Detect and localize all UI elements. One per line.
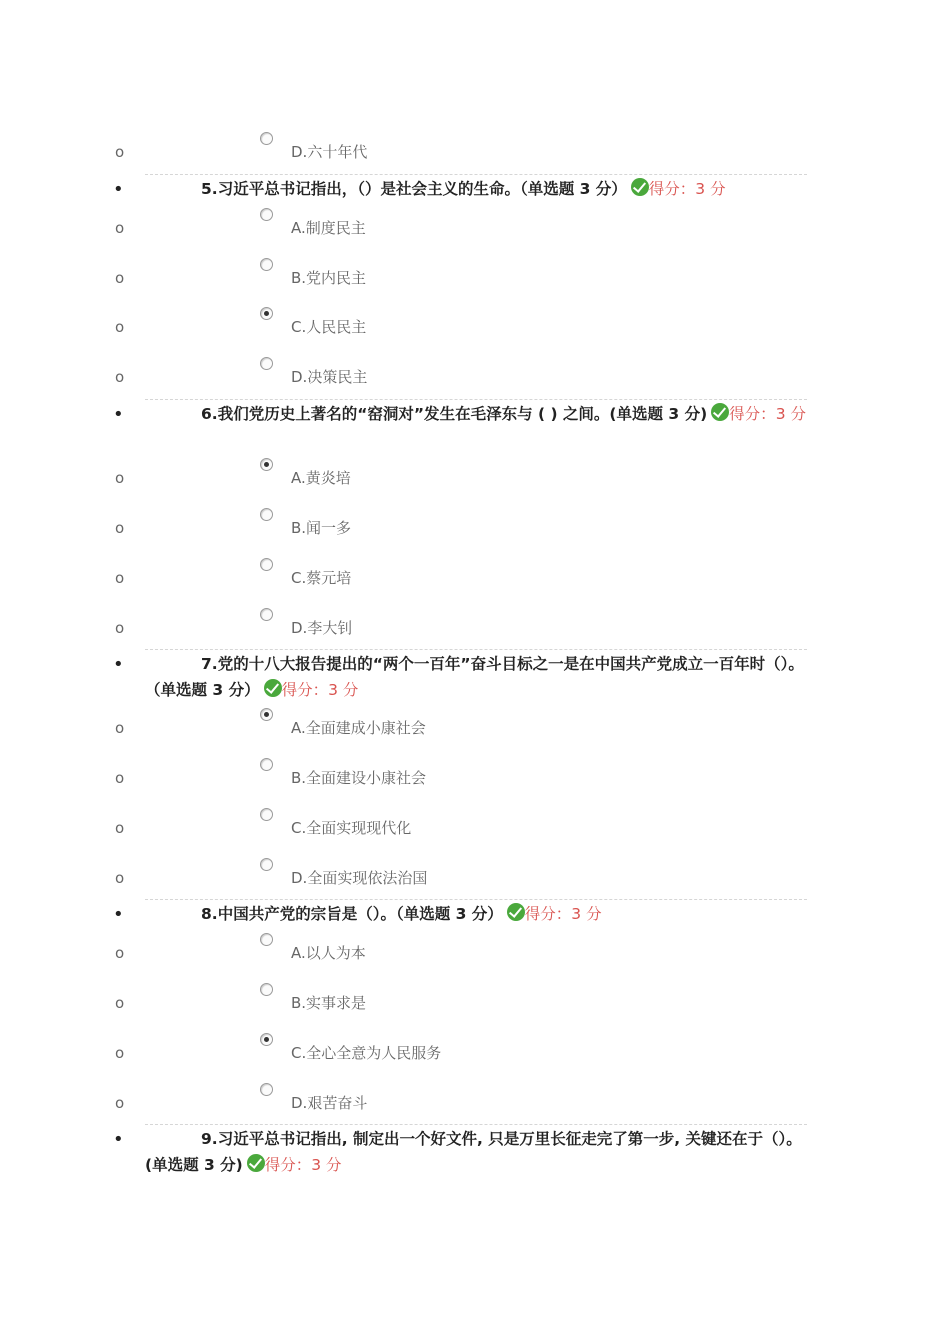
option-bullet: o xyxy=(115,469,125,487)
option-bullet: o xyxy=(115,368,125,386)
question-text: 中国共产党的宗旨是（）。（单选题 3 分） xyxy=(217,905,503,923)
radio-button-selected[interactable] xyxy=(260,307,273,320)
option-label: D.艰苦奋斗 xyxy=(291,1094,368,1112)
check-circle-icon xyxy=(247,1154,265,1172)
divider xyxy=(145,899,807,900)
score-label: 得分： xyxy=(281,681,329,699)
option-label: B.全面建设小康社会 xyxy=(291,769,427,787)
radio-button[interactable] xyxy=(260,558,273,571)
question-text: 习近平总书记指出, 制定出一个好文件, 只是万里长征走完了第一步, 关键还在于（）。(单选题 3 分) xyxy=(145,1130,802,1174)
score-value: 3 分 xyxy=(311,1156,342,1174)
question-number: 8. xyxy=(201,905,218,923)
check-circle-icon xyxy=(631,178,649,196)
question-number: 5. xyxy=(201,180,218,198)
option-bullet: o xyxy=(115,1044,125,1062)
radio-button[interactable] xyxy=(260,758,273,771)
radio-button[interactable] xyxy=(260,858,273,871)
question-bullet: • xyxy=(113,1129,124,1150)
divider xyxy=(145,399,807,400)
radio-button[interactable] xyxy=(260,933,273,946)
option-label: C.人民民主 xyxy=(291,318,367,336)
score-label: 得分： xyxy=(264,1156,312,1174)
option-bullet: o xyxy=(115,219,125,237)
score-label: 得分： xyxy=(648,180,696,198)
question-bullet: • xyxy=(113,654,124,675)
check-circle-icon xyxy=(711,403,729,421)
question-bullet: • xyxy=(113,179,124,200)
option-label: D.六十年代 xyxy=(291,143,368,161)
question-number: 7. xyxy=(201,655,218,673)
option-bullet: o xyxy=(115,769,125,787)
radio-button[interactable] xyxy=(260,208,273,221)
radio-button-selected[interactable] xyxy=(260,708,273,721)
question-6 xyxy=(145,401,807,427)
question-number: 9. xyxy=(201,1130,218,1148)
score-label: 得分： xyxy=(729,405,776,423)
option-label: D.决策民主 xyxy=(291,368,368,386)
radio-button[interactable] xyxy=(260,608,273,621)
question-7 xyxy=(145,651,807,703)
option-bullet: o xyxy=(115,869,125,887)
option-label: A.以人为本 xyxy=(291,944,366,962)
option-bullet: o xyxy=(115,519,125,537)
option-bullet: o xyxy=(115,819,125,837)
question-bullet: • xyxy=(113,904,124,925)
score-value: 3 分 xyxy=(328,681,359,699)
radio-button-selected[interactable] xyxy=(260,1033,273,1046)
question-bullet: • xyxy=(113,404,124,425)
option-label: D.李大钊 xyxy=(291,619,353,637)
option-bullet: o xyxy=(115,994,125,1012)
score-value: 3 分 xyxy=(571,905,602,923)
option-label: A.制度民主 xyxy=(291,219,366,237)
question-text: 习近平总书记指出，（）是社会主义的生命。（单选题 3 分） xyxy=(217,180,627,198)
option-label: A.黄炎培 xyxy=(291,469,351,487)
divider xyxy=(145,174,807,175)
score-label: 得分： xyxy=(524,905,572,923)
radio-button-selected[interactable] xyxy=(260,458,273,471)
option-bullet: o xyxy=(115,143,125,161)
option-label: B.闻一多 xyxy=(291,519,352,537)
question-5 xyxy=(145,176,807,202)
option-bullet: o xyxy=(115,269,125,287)
divider xyxy=(145,649,807,650)
option-bullet: o xyxy=(115,944,125,962)
radio-button[interactable] xyxy=(260,258,273,271)
check-circle-icon xyxy=(264,679,282,697)
option-label: D.全面实现依法治国 xyxy=(291,869,428,887)
divider xyxy=(145,1124,807,1125)
radio-button[interactable] xyxy=(260,357,273,370)
option-bullet: o xyxy=(115,619,125,637)
option-bullet: o xyxy=(115,569,125,587)
option-label: B.党内民主 xyxy=(291,269,367,287)
radio-button[interactable] xyxy=(260,132,273,145)
option-bullet: o xyxy=(115,318,125,336)
option-label: C.全心全意为人民服务 xyxy=(291,1044,442,1062)
question-text: 我们党历史上著名的“窑洞对”发生在毛泽东与 ( ) 之间。(单选题 3 分) xyxy=(217,405,708,423)
question-8 xyxy=(145,901,807,927)
radio-button[interactable] xyxy=(260,1083,273,1096)
score-value: 3 分 xyxy=(695,180,726,198)
question-number: 6. xyxy=(201,405,218,423)
option-label: C.蔡元培 xyxy=(291,569,352,587)
check-circle-icon xyxy=(507,903,525,921)
option-label: B.实事求是 xyxy=(291,994,367,1012)
radio-button[interactable] xyxy=(260,808,273,821)
question-text: 党的十八大报告提出的“两个一百年”奋斗目标之一是在中国共产党成立一百年时（）。（单选题 3 分） xyxy=(145,655,804,699)
question-9 xyxy=(145,1126,807,1178)
radio-button[interactable] xyxy=(260,983,273,996)
score-value: 3 分 xyxy=(775,405,806,423)
radio-button[interactable] xyxy=(260,508,273,521)
option-label: C.全面实现现代化 xyxy=(291,819,412,837)
option-bullet: o xyxy=(115,1094,125,1112)
option-bullet: o xyxy=(115,719,125,737)
option-label: A.全面建成小康社会 xyxy=(291,719,426,737)
